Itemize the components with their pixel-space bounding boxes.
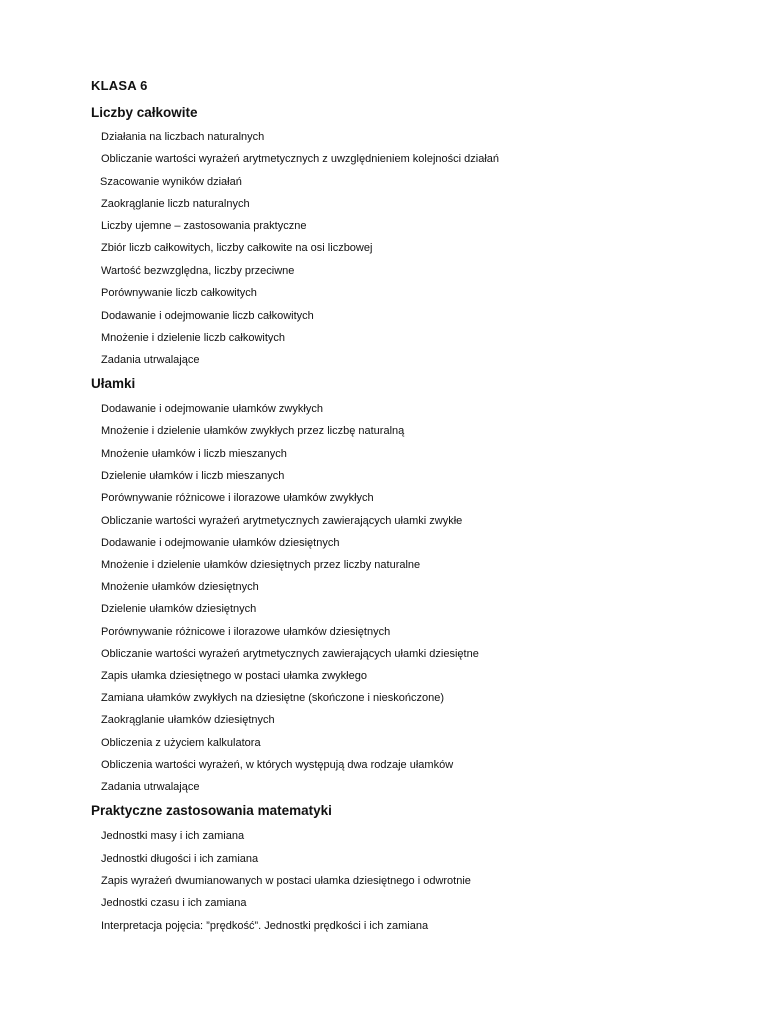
list-item: Dzielenie ułamków i liczb mieszanych [101, 470, 285, 482]
list-item: Zamiana ułamków zwykłych na dziesiętne (skończone i nieskończone) [101, 692, 444, 704]
section-heading-ulamki: Ułamki [91, 376, 136, 391]
list-item: Zaokrąglanie liczb naturalnych [101, 198, 250, 210]
list-item: Obliczanie wartości wyrażeń arytmetycznych zawierających ułamki zwykłe [101, 515, 463, 527]
list-item: Mnożenie i dzielenie ułamków zwykłych przez liczbę naturalną [101, 425, 405, 437]
section-heading-praktyczne-zastosowania: Praktyczne zastosowania matematyki [91, 803, 332, 818]
list-item: Liczby ujemne – zastosowania praktyczne [101, 220, 307, 232]
list-item: Wartość bezwzględna, liczby przeciwne [101, 265, 295, 277]
document-title: KLASA 6 [91, 78, 148, 93]
list-item: Porównywanie różnicowe i ilorazowe ułamków zwykłych [101, 492, 374, 504]
list-item: Mnożenie i dzielenie ułamków dziesiętnych przez liczby naturalne [101, 559, 421, 571]
list-item: Obliczenia z użyciem kalkulatora [101, 737, 261, 749]
list-item: Działania na liczbach naturalnych [101, 131, 265, 143]
list-item: Zadania utrwalające [101, 354, 200, 366]
list-item: Dodawanie i odejmowanie liczb całkowitych [101, 310, 314, 322]
list-item: Jednostki długości i ich zamiana [101, 853, 259, 865]
list-item: Zapis wyrażeń dwumianowanych w postaci ułamka dziesiętnego i odwrotnie [101, 875, 471, 887]
list-item: Mnożenie ułamków i liczb mieszanych [101, 448, 287, 460]
list-item: Obliczanie wartości wyrażeń arytmetycznych z uwzględnieniem kolejności działań [101, 153, 500, 165]
list-item: Jednostki czasu i ich zamiana [101, 897, 247, 909]
list-item: Zadania utrwalające [101, 781, 200, 793]
list-item: Porównywanie różnicowe i ilorazowe ułamków dziesiętnych [101, 626, 391, 638]
list-item: Jednostki masy i ich zamiana [101, 830, 245, 842]
section-heading-liczby-calkowite: Liczby całkowite [91, 105, 198, 120]
list-item: Mnożenie ułamków dziesiętnych [101, 581, 259, 593]
list-item: Obliczenia wartości wyrażeń, w których występują dwa rodzaje ułamków [101, 759, 454, 771]
list-item: Zbiór liczb całkowitych, liczby całkowite na osi liczbowej [101, 242, 373, 254]
list-item: Mnożenie i dzielenie liczb całkowitych [101, 332, 286, 344]
list-item: Porównywanie liczb całkowitych [101, 287, 257, 299]
list-item: Dodawanie i odejmowanie ułamków zwykłych [101, 403, 323, 415]
list-item: Obliczanie wartości wyrażeń arytmetycznych zawierających ułamki dziesiętne [101, 648, 479, 660]
list-item: Interpretacja pojęcia: ”prędkość”. Jednostki prędkości i ich zamiana [101, 920, 429, 932]
list-item: Dodawanie i odejmowanie ułamków dziesiętnych [101, 537, 340, 549]
list-item: Dzielenie ułamków dziesiętnych [101, 603, 257, 615]
list-item: Szacowanie wyników działań [100, 176, 242, 188]
list-item: Zapis ułamka dziesiętnego w postaci ułamka zwykłego [101, 670, 367, 682]
list-item: Zaokrąglanie ułamków dziesiętnych [101, 714, 275, 726]
